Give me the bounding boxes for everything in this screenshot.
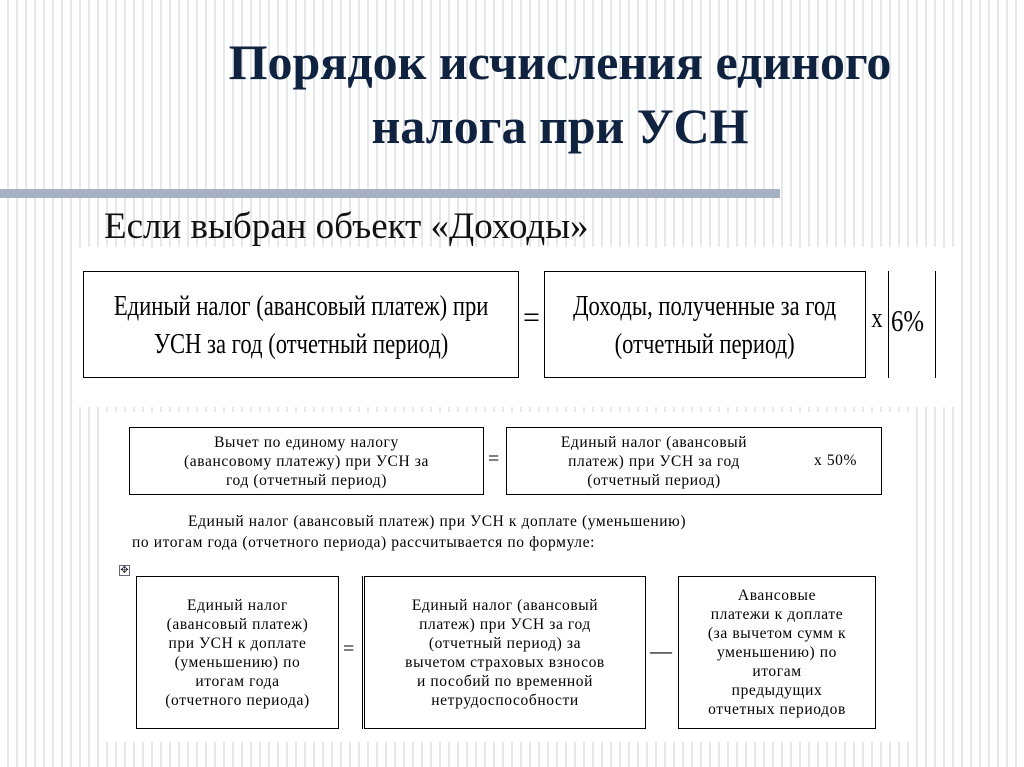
formula-1-right-line-1: Доходы, полученные за год: [573, 289, 837, 322]
move-handle-icon[interactable]: ✥: [120, 565, 129, 576]
formula-1-right-text: [573, 287, 836, 363]
slide-subtitle: Если выбран объект «Доходы»: [104, 206, 589, 247]
title-divider: [0, 189, 780, 198]
formulas-panel: [105, 412, 910, 742]
paragraph-line-2: по итогам года (отчетного периода) рассчитывается по формуле:: [132, 534, 595, 551]
formula-1-divider-left: [888, 271, 889, 378]
formula-3-left-box: [136, 576, 339, 729]
formula-3-right-box: [678, 576, 876, 729]
slide-title: [120, 30, 1000, 158]
formula-2-equals: =: [488, 448, 500, 470]
formula-1-equals: =: [523, 301, 540, 334]
formula-1-panel: [77, 247, 957, 407]
formula-3-middle-box: [364, 576, 646, 729]
formula-2-left-box: [129, 427, 484, 495]
formula-3-right-text: Авансовые платежи к доплате (за вычетом сумм к уменьшению) по итогам предыдущих отчетных периодов: [707, 587, 847, 718]
title-line-1: Порядок исчисления единого: [228, 34, 892, 90]
formula-3-left-text: Единый налог (авансовый платеж) при УСН к доплате (уменьшению) по итогам года (отчетного периода): [165, 596, 310, 709]
formula-1-left-box: [83, 271, 519, 378]
formula-1-left-line-2: УСН за год (отчетный период): [153, 327, 449, 360]
formula-3-divider: [362, 576, 363, 729]
formula-1-left-line-1: Единый налог (авансовый платеж) при: [113, 289, 489, 322]
title-line-2: налога при УСН: [371, 98, 749, 154]
formula-1-divider-right: [935, 271, 936, 378]
formula-1-rate: 6%: [891, 303, 925, 338]
formula-2-right-text: Единый налог (авансовый платеж) при УСН за год (отчетный период): [560, 433, 748, 489]
formula-3-equals: =: [343, 638, 355, 660]
formula-1-left-text: [114, 287, 489, 363]
formula-3-minus: —: [650, 638, 672, 663]
formula-2-left-text: Вычет по единому налогу (авансовому платежу) при УСН за год (отчетный период): [184, 433, 429, 489]
formula-1-right-box: [544, 271, 866, 378]
formula-1-times: х: [871, 303, 883, 334]
paragraph-line-1: Единый налог (авансовый платеж) при УСН к доплате (уменьшению): [188, 513, 687, 530]
formula-1-right-line-2: (отчетный период): [614, 327, 796, 360]
formula-3-middle-text: Единый налог (авансовый платеж) при УСН за год (отчетный период) за вычетом страховых взносов и пособий по временной нетрудоспособности: [405, 596, 605, 709]
formula-2-multiplier: х 50%: [814, 452, 858, 469]
